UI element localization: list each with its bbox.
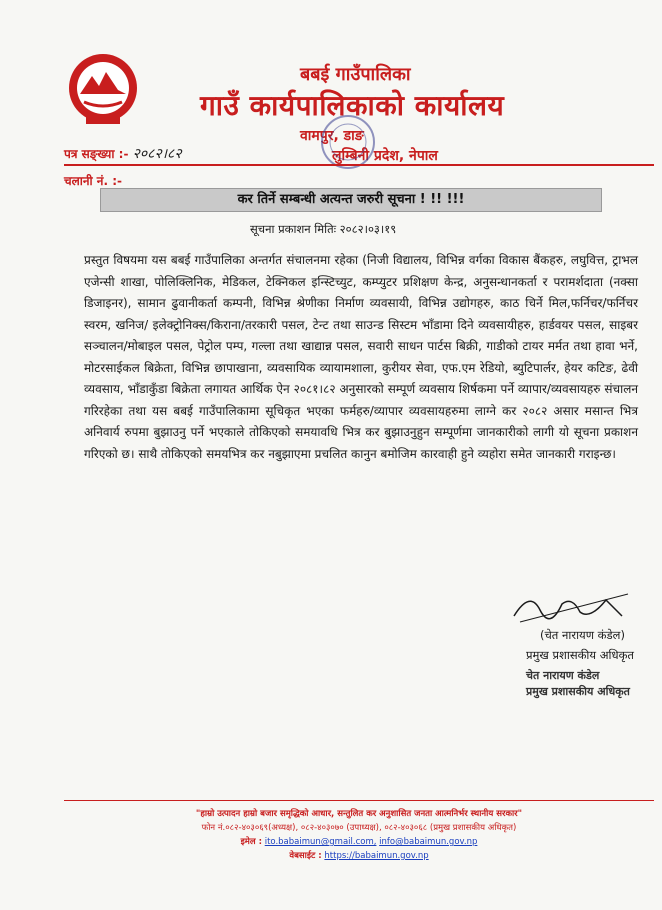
seal-name: चेत नारायण कंडेल [526, 669, 600, 682]
office-province: लुम्बिनी प्रदेश, नेपाल [332, 148, 438, 164]
letter-number-row [64, 144, 182, 163]
footer-motto: "हाम्रो उत्पादन हाम्रो बजार समृद्धिको आधार, सन्तुलित कर अनुशासित जनता आत्मनिर्भर स्थानीय सरकार" [195, 809, 523, 819]
footer-phone: फोन नं.०८२-४०३०६९(अध्यक्ष), ०८२-४०३०७० (उपाध्यक्ष), ०८२-४०३०६८ (प्रमुख प्रशासकीय अधिकृत) [201, 823, 517, 833]
signature-icon [510, 586, 630, 626]
website-link[interactable]: https://babaimun.gov.np [324, 851, 429, 861]
notice-body: प्रस्तुत विषयमा यस बबई गाउँपालिका अन्तर्गत संचालनमा रहेका (निजी विद्यालय, विभिन्न वर्गका विकास बैंकहरु, लघुवित्त, ट्राभल एजेन्सी शाखा, पोलिक्लिनिक, मेडिकल, टेक्निकल इन्स्टिच्युट, कम्प्युटर प्रशिक्षण केन्द्र, अनुसन्धानकर्ता र परामर्शदाता (नक्सा डिजाइनर), सामान ढुवानीकर्ता कम्पनी, विभिन्न श्रेणीका निर्माण व्यवसायी, विभिन्न उद्योगहरु, काठ चिर्ने मिल,फर्निचर/फर्निचर स्वरम, खनिज/ इलेक्ट्रोनिक्स/किराना/तरकारी पसल, टेन्ट तथा साउन्ड सिस्टम भाँडामा दिने व्यवसायीहरु, हार्डवयर पसल, साइबर सञ्चालन/मोबाइल पसल, पेट्रोल पम्प, गल्ला तथा खाद्यान्न पसल, सवारी साधन पार्टस बिक्री, गाडीको टायर मर्मत तथा हावा भर्ने, मोटरसाईकल बिक्रेता, विभिन्न छापाखाना, व्यवसायिक व्यायामशाला, कुरीयर सेवा, एफ.एम रेडियो, ब्युटिपार्लर, हेयर कटिङ, ढेवी व्यवसाय, भाँडाकुँडा बिक्रेता लगायत आर्थिक ऐन २०८१।८२ अनुसारको सम्पूर्ण व्यवसाय शिर्षकमा पर्ने व्यापार/व्यवसायहरु संचालन गरिरहेका तथा यस बबई गाउँपालिकामा सूचिकृत भएका फर्महरु/व्यापार व्यवसायहरुमा लाग्ने कर २०८२ असार मसान्त भित्र अनिवार्य रुपमा बुझाउनु पर्ने भएकाले तोकिएको समयावधि भित्र कर बुझाउनुहुन सम्पूर्णमा जानकारीको लागी यो सूचना प्रकाशन गरिएको छ। साथै तोकिएको समयभित्र कर नबुझाएमा प्रचलित कानुन बमोजिम कारवाही हुने व्यहोरा समेत जानकारी गराइन्छ। [84, 253, 638, 461]
footer-email-row [64, 836, 654, 847]
letter-number-label: पत्र सङ्ख्या :- [64, 147, 129, 161]
notice-title: कर तिर्ने सम्बन्धी अत्यन्त जरुरी सूचना ! !! !!! [100, 188, 602, 212]
dispatch-number-label: चलानी नं. :- [64, 174, 122, 188]
footer-rule [64, 800, 654, 801]
signatory-name: (चेत नारायण कंडेल) [540, 628, 625, 642]
office-name: गाउँ कार्यपालिकाको कार्यालय [200, 89, 505, 122]
email-link-2[interactable]: info@babaimun.gov.np [379, 837, 478, 847]
letter-number-value: २०८२।८२ [132, 146, 182, 162]
footer-website-row [64, 850, 654, 861]
municipality-name: बबई गाउँपालिका [300, 64, 411, 85]
website-label: वेबसाईट : [289, 851, 322, 861]
nepal-emblem-icon [66, 50, 140, 128]
header-rule [64, 164, 654, 166]
office-stamp-icon [318, 112, 378, 172]
signatory-title: प्रमुख प्रशासकीय अधिकृत [526, 648, 634, 662]
dispatch-number-row [64, 172, 122, 189]
office-location: वामपुर, डाङ [300, 128, 364, 144]
seal-title: प्रमुख प्रशासकीय अधिकृत [526, 685, 630, 698]
email-link-1[interactable]: ito.babaimun@gmail.com, [264, 837, 377, 847]
publication-date: सूचना प्रकाशन मितिः २०८२।०३।१९ [250, 222, 397, 236]
email-label: इमेल : [240, 837, 262, 847]
